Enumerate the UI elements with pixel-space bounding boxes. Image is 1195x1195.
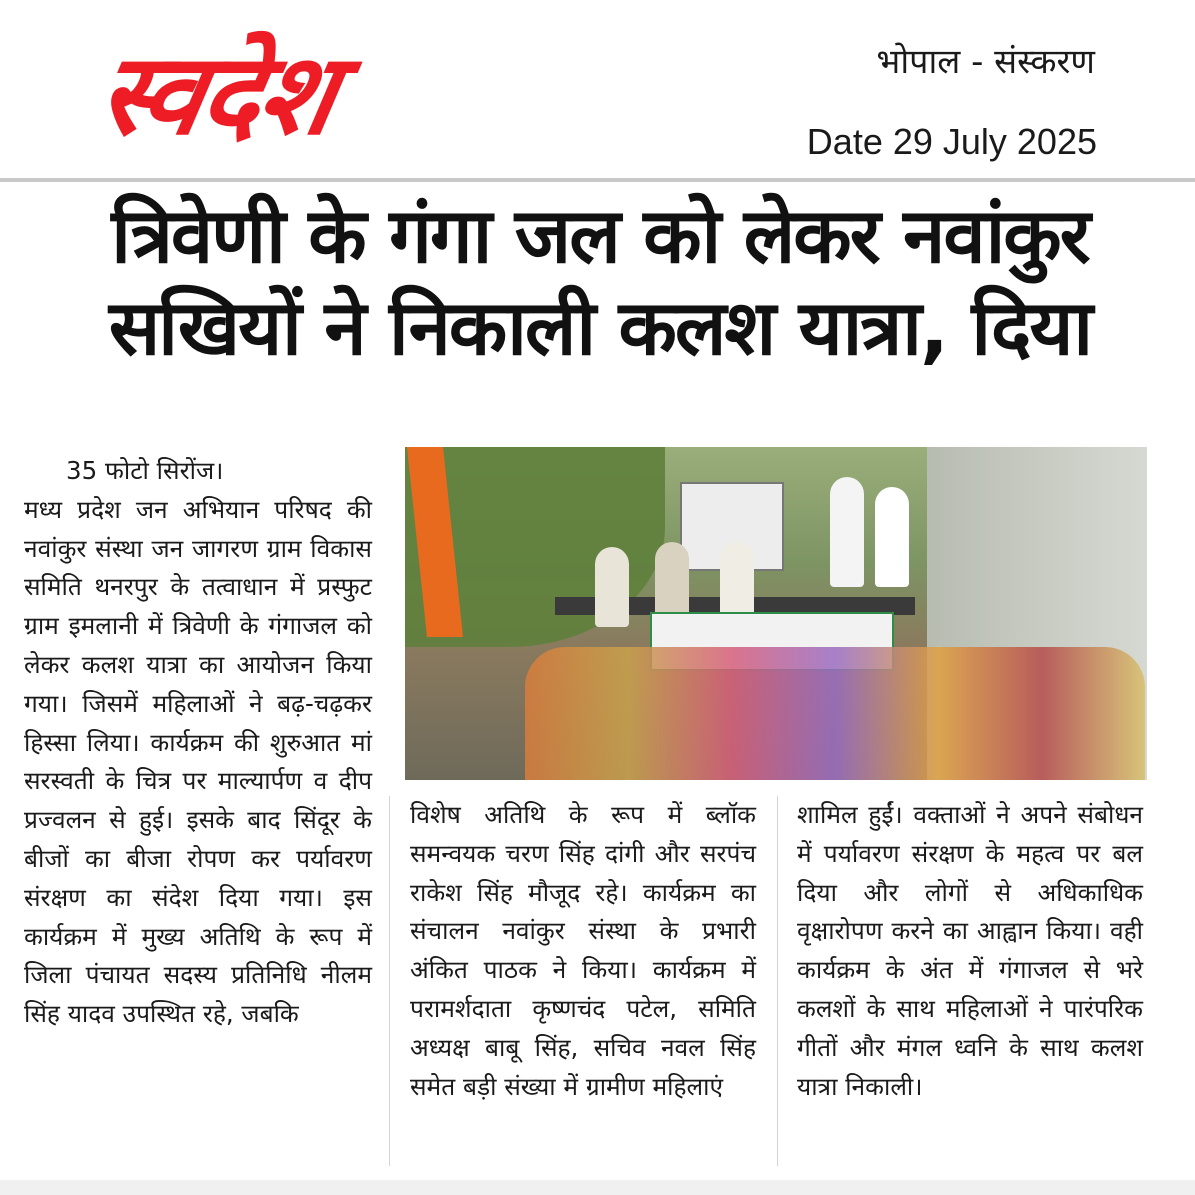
- article-column-1: [24, 452, 372, 1034]
- column-divider: [389, 796, 390, 1166]
- article-column-3: [797, 796, 1143, 1106]
- article-text-col2: विशेष अतिथि के रूप में ब्लॉक समन्वयक चरण सिंह दांगी और सरपंच राकेश सिंह मौजूद रहे। कार्यक्रम का संचालन नवांकुर संस्था के प्रभारी अंकित पाठक ने किया। कार्यक्रम में परामर्शदाता कृष्णचंद पटेल, समिति अध्यक्ष बाबू सिंह, सचिव नवल सिंह समेत बड़ी संख्या में ग्रामीण महिलाएं: [410, 800, 756, 1101]
- headline-line-2: सखियों ने निकाली कलश यात्रा, दिया: [108, 283, 1092, 372]
- column-divider: [777, 796, 778, 1166]
- newspaper-logo: स्वदेश: [88, 29, 346, 160]
- photo-person: [720, 542, 754, 622]
- article-dateline: 35 फोटो सिरोंज।: [66, 456, 224, 485]
- publication-date: Date 29 July 2025: [806, 121, 1097, 162]
- photo-person: [655, 542, 689, 622]
- headline: [20, 190, 1180, 374]
- masthead: [0, 0, 1195, 178]
- photo-crowd: [525, 647, 1145, 780]
- photo-person: [875, 487, 909, 587]
- article-text-col1: मध्य प्रदेश जन अभियान परिषद की नवांकुर संस्था जन जागरण ग्राम विकास समिति थनरपुर के तत्वाधान में प्रस्फुट ग्राम इमलानी में त्रिवेणी के गंगाजल को लेकर कलश यात्रा का आयोजन किया गया। जिसमें महिलाओं ने बढ़-चढ़कर हिस्सा लिया। कार्यक्रम की शुरुआत मां सरस्वती के चित्र पर माल्यार्पण व दीप प्रज्वलन से हुई। इसके बाद सिंदूर के बीजों का बीजा रोपण कर पर्यावरण संरक्षण का संदेश दिया गया। इस कार्यक्रम में मुख्य अतिथि के रूप में जिला पंचायत सदस्य प्रतिनिधि नीलम सिंह यादव उपस्थित रहे, जबकि: [24, 494, 372, 1029]
- headline-line-1: त्रिवेणी के गंगा जल को लेकर नवांकुर: [111, 191, 1089, 280]
- event-photo: [405, 447, 1147, 780]
- article-text-col3: शामिल हुईं। वक्ताओं ने अपने संबोधन में पर्यावरण संरक्षण के महत्व पर बल दिया और लोगों से अधिकाधिक वृक्षारोपण करने का आह्वान किया। वही कार्यक्रम के अंत में गंगाजल से भरे कलशों के साथ महिलाओं ने पारंपरिक गीतों और मंगल ध्वनि के साथ कलश यात्रा निकाली।: [797, 800, 1143, 1101]
- photo-person: [595, 547, 629, 627]
- photo-person: [830, 477, 864, 587]
- page-bottom-edge: [0, 1180, 1195, 1195]
- masthead-divider: [0, 178, 1195, 182]
- article-column-2: [410, 796, 756, 1106]
- edition-label: भोपाल - संस्करण: [876, 42, 1095, 82]
